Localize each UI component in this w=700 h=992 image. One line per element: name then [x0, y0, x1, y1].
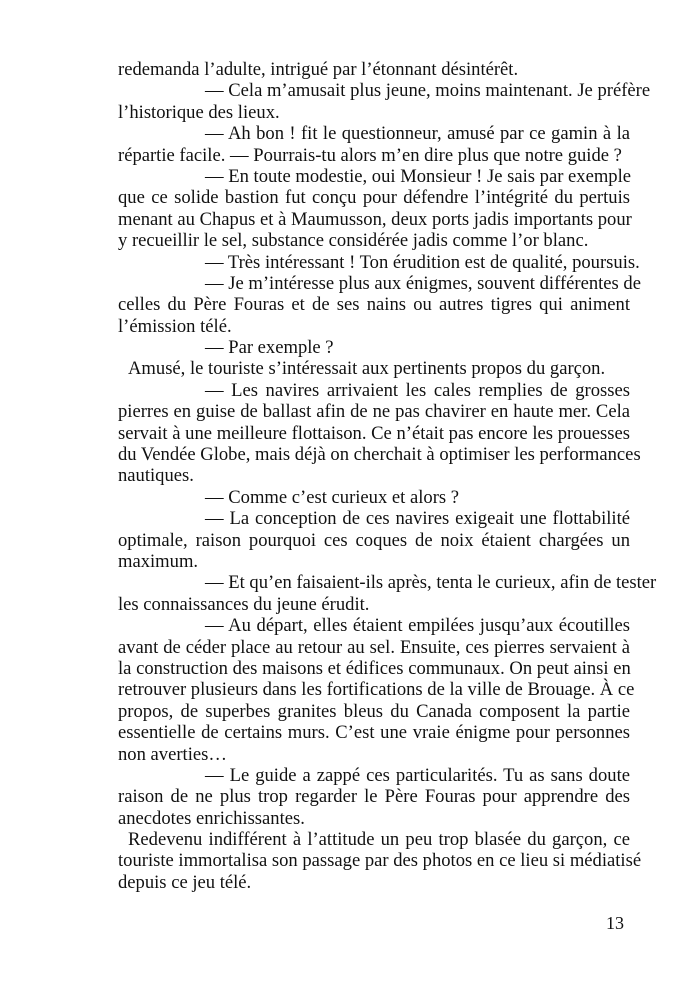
- text-line: raison de ne plus trop regarder le Père Fouras pour apprendre des: [118, 786, 630, 808]
- text-line: — Les navires arrivaient les cales remplies de grosses: [205, 379, 630, 401]
- text-line: — La conception de ces navires exigeait une flottabilité: [205, 508, 630, 530]
- text-line: retrouver plusieurs dans les fortifications de la ville de Brouage. À ce: [118, 679, 635, 701]
- text-line: du Vendée Globe, mais déjà on cherchait à optimiser les performances: [118, 444, 641, 466]
- text-line: l’émission télé.: [118, 315, 232, 337]
- text-line: nautiques.: [118, 465, 194, 487]
- text-line: avant de céder place au retour au sel. Ensuite, ces pierres servaient à: [118, 636, 630, 658]
- text-line: Amusé, le touriste s’intéressait aux pertinents propos du garçon.: [128, 358, 606, 380]
- text-line: la construction des maisons et édifices communaux. On peut ainsi en: [118, 657, 631, 679]
- text-line: Redevenu indifférent à l’attitude un peu trop blasée du garçon, ce: [128, 829, 630, 851]
- text-line: répartie facile. — Pourrais-tu alors m’en dire plus que notre guide ?: [118, 144, 622, 166]
- text-line: — Ah bon ! fit le questionneur, amusé par ce gamin à la: [205, 123, 630, 145]
- page-number: 13: [606, 913, 624, 933]
- text-line: — Le guide a zappé ces particularités. Tu as sans doute: [205, 764, 630, 786]
- text-line: l’historique des lieux.: [118, 101, 280, 123]
- text-line: touriste immortalisa son passage par des photos en ce lieu si médiatisé: [118, 850, 642, 872]
- text-line: anecdotes enrichissantes.: [118, 807, 305, 829]
- text-line: — En toute modestie, oui Monsieur ! Je sais par exemple: [205, 165, 632, 187]
- text-line: les connaissances du jeune érudit.: [118, 593, 370, 615]
- text-line: — Et qu’en faisaient-ils après, tenta le curieux, afin de tester: [205, 572, 657, 594]
- text-line: maximum.: [118, 550, 199, 572]
- text-line: — Comme c’est curieux et alors ?: [205, 486, 460, 508]
- text-line: celles du Père Fouras et de ses nains ou autres tigres qui animent: [118, 294, 630, 316]
- text-line: depuis ce jeu télé.: [118, 871, 252, 893]
- text-line: servait à une meilleure flottaison. Ce n’était pas encore les prouesses: [118, 422, 630, 444]
- text-line: pierres en guise de ballast afin de ne pas chavirer en haute mer. Cela: [118, 401, 630, 423]
- text-line: — Par exemple ?: [205, 337, 334, 359]
- text-line: propos, de superbes granites bleus du Canada composent la partie: [118, 700, 630, 722]
- text-line: — Très intéressant ! Ton érudition est de qualité, poursuis.: [205, 251, 640, 273]
- text-line: redemanda l’adulte, intrigué par l’étonnant désintérêt.: [118, 59, 519, 80]
- text-line: — Cela m’amusait plus jeune, moins maintenant. Je préfère: [205, 80, 651, 102]
- body-text: [118, 59, 657, 893]
- text-line: essentielle de certains murs. C’est une vraie énigme pour personnes: [118, 722, 630, 744]
- text-line: y recueillir le sel, substance considérée jadis comme l’or blanc.: [118, 230, 589, 252]
- text-line: — Au départ, elles étaient empilées jusqu’aux écoutilles: [205, 615, 630, 637]
- text-line: optimale, raison pourquoi ces coques de noix étaient chargées un: [118, 529, 630, 551]
- text-line: menant au Chapus et à Maumusson, deux ports jadis importants pour: [118, 208, 632, 230]
- text-line: que ce solide bastion fut conçu pour défendre l’intégrité du pertuis: [118, 187, 630, 209]
- text-line: — Je m’intéresse plus aux énigmes, souvent différentes de: [205, 272, 641, 294]
- text-line: non averties…: [118, 743, 227, 765]
